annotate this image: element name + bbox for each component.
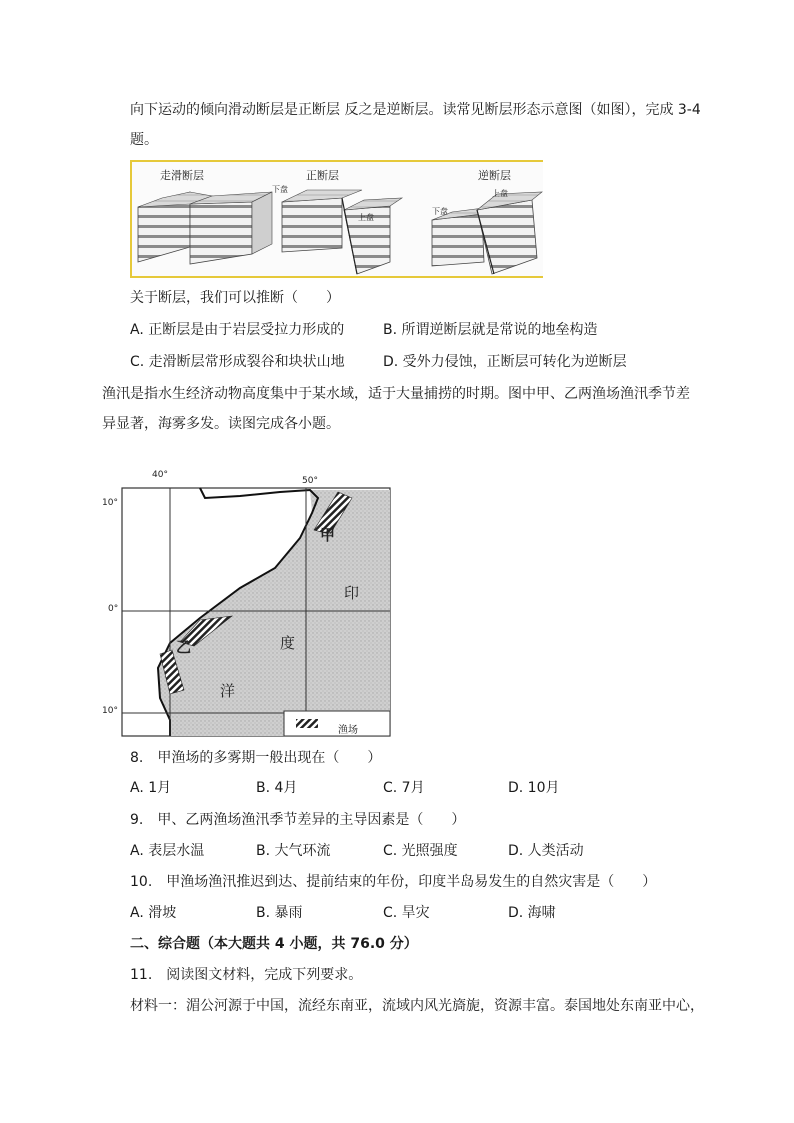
label-reverse: 逆断层 <box>478 169 511 182</box>
reverse-fault-block <box>432 192 542 274</box>
reverse-hangingwall-label: 上盘 <box>492 189 508 198</box>
fault-option-c: C. 走滑断层常形成裂谷和块状山地 <box>130 354 345 370</box>
q9-stem: 9. 甲、乙两渔场渔汛季节差异的主导因素是（ ） <box>130 812 466 828</box>
passage-line-2: 异显著，海雾多发。读图完成各小题。 <box>102 416 340 432</box>
q11-stem: 11. 阅读图文材料，完成下列要求。 <box>130 967 363 983</box>
q9-option-d: D. 人类活动 <box>508 843 584 859</box>
intro-line-2: 题。 <box>130 132 158 148</box>
q10-stem: 10. 甲渔场渔汛推迟到达、提前结束的年份，印度半岛易发生的自然灾害是（ ） <box>130 874 657 890</box>
legend-label: 渔场 <box>338 725 358 736</box>
intro-line-1: 向下运动的倾向滑动断层是正断层 反之是逆断层。读常见断层形态示意图（如图），完成 3-4 <box>130 102 701 118</box>
label-strike-slip: 走滑断层 <box>160 169 204 182</box>
place-yi: 乙 <box>176 638 192 656</box>
fault-option-d: D. 受外力侵蚀，正断层可转化为逆断层 <box>383 354 627 370</box>
lon-label-50: 50° <box>302 476 318 486</box>
q8-option-c: C. 7月 <box>383 780 425 796</box>
place-yang: 洋 <box>220 682 236 700</box>
normal-fault-block <box>282 190 402 274</box>
passage-line-1: 渔汛是指水生经济动物高度集中于某水域，适于大量捕捞的时期。图中甲、乙两渔场渔汛季节差 <box>102 386 690 402</box>
q8-option-d: D. 10月 <box>508 780 560 796</box>
q9-option-a: A. 表层水温 <box>130 843 205 859</box>
lon-label-40: 40° <box>152 470 168 480</box>
normal-hangingwall-label: 上盘 <box>358 213 374 222</box>
lat-label-0: 0° <box>108 604 119 614</box>
q8-option-b: B. 4月 <box>256 780 298 796</box>
q8-stem: 8. 甲渔场的多雾期一般出现在（ ） <box>130 750 382 766</box>
place-jia: 甲 <box>320 526 336 544</box>
place-du: 度 <box>280 634 296 652</box>
place-yin: 印 <box>344 584 360 602</box>
fault-option-b: B. 所谓逆断层就是常说的地垒构造 <box>383 322 598 338</box>
fault-question-stem: 关于断层，我们可以推断（ ） <box>130 290 340 306</box>
fault-diagram <box>130 160 543 278</box>
material1-text: 材料一：湄公河源于中国，流经东南亚，流域内风光旖旎，资源丰富。泰国地处东南亚中心， <box>130 998 704 1014</box>
reverse-footwall-label: 下盘 <box>432 207 448 216</box>
normal-footwall-label: 下盘 <box>272 185 288 194</box>
q10-option-d: D. 海啸 <box>508 905 556 921</box>
map-graphic <box>100 468 400 740</box>
q9-option-b: B. 大气环流 <box>256 843 331 859</box>
q9-option-c: C. 光照强度 <box>383 843 458 859</box>
fault-option-a: A. 正断层是由于岩层受拉力形成的 <box>130 322 345 338</box>
q10-option-b: B. 暴雨 <box>256 905 303 921</box>
fishery-map <box>100 468 400 740</box>
section2-title: 二、综合题（本大题共 4 小题，共 76.0 分） <box>130 936 418 952</box>
strike-slip-block <box>138 192 272 264</box>
lat-label-10n: 10° <box>102 498 118 508</box>
q10-option-a: A. 滑坡 <box>130 905 177 921</box>
q10-option-c: C. 旱灾 <box>383 905 430 921</box>
label-normal: 正断层 <box>306 169 339 182</box>
q8-option-a: A. 1月 <box>130 780 172 796</box>
lat-label-10s: 10° <box>102 706 118 716</box>
